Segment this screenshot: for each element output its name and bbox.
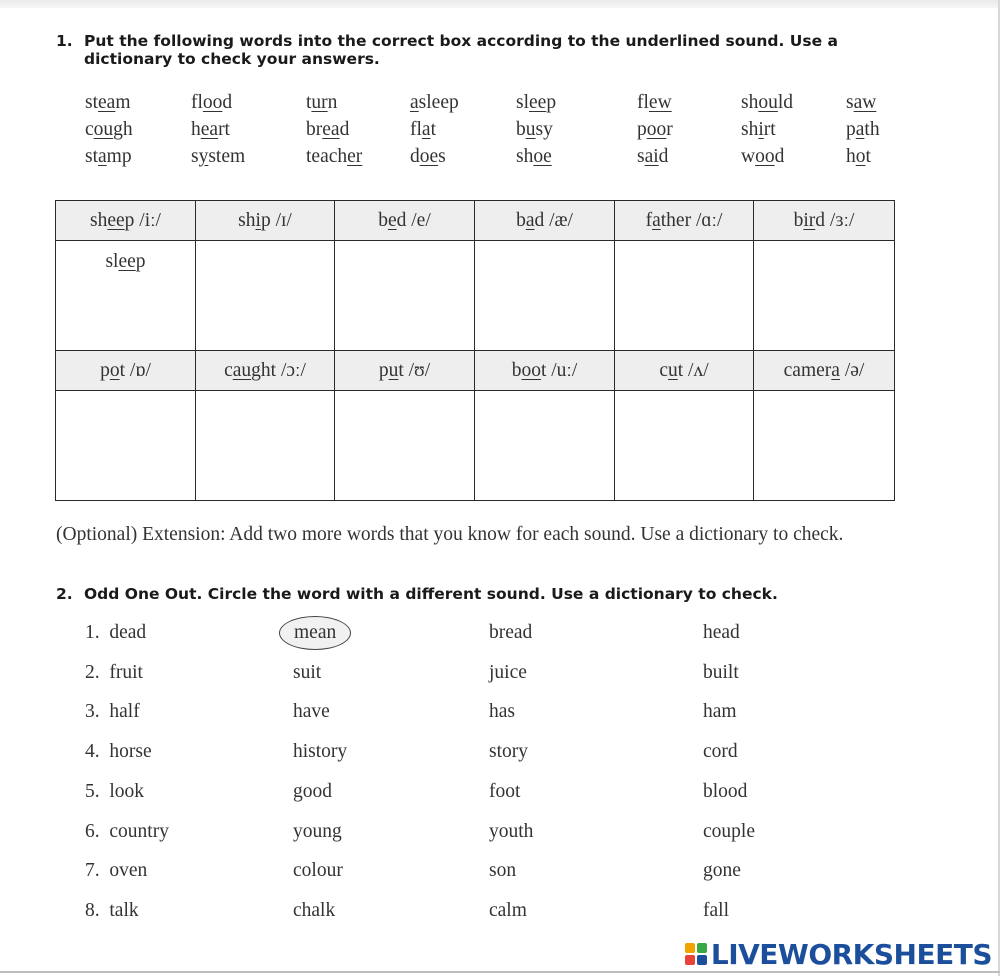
word-bank [85, 92, 915, 176]
underlined-sound: a [652, 209, 661, 231]
page-bottom-edge [0, 971, 1000, 973]
liveworksheets-logo-icon [685, 943, 707, 965]
option-word[interactable]: son [489, 860, 517, 882]
underlined-sound: a [410, 92, 419, 113]
answer-word: sleep [105, 251, 146, 272]
sound-label: ship /ɪ/ [238, 209, 292, 231]
word-bank-word: flat [410, 119, 436, 140]
row-number-and-first-word[interactable]: 4. horse [85, 741, 152, 763]
underlined-sound: ea [200, 119, 219, 140]
sound-label: pot /ɒ/ [100, 359, 151, 381]
underlined-sound: e [387, 209, 397, 231]
underlined-sound: au [232, 359, 252, 381]
underlined-sound: oo [755, 146, 775, 167]
answer-box[interactable] [475, 391, 615, 501]
underlined-sound: oe [419, 146, 439, 167]
word-bank-word: does [410, 146, 446, 167]
word-bank-word: flood [191, 92, 233, 113]
sound-label: boot /uː/ [511, 359, 578, 381]
row-number-and-first-word[interactable]: 6. country [85, 820, 169, 842]
question-1-instruction [84, 32, 838, 68]
word-bank-word: said [637, 146, 669, 167]
word-bank-word: path [846, 119, 880, 140]
word-bank-word: shirt [741, 119, 776, 140]
sound-label: bed /e/ [378, 209, 431, 231]
underlined-sound: a [98, 146, 107, 167]
option-word[interactable]: youth [489, 820, 534, 842]
logo-square-1 [685, 943, 695, 953]
question-1-heading [56, 32, 936, 72]
answer-box[interactable] [754, 391, 895, 501]
option-word[interactable]: good [293, 780, 332, 802]
underlined-sound: o [109, 359, 120, 381]
option-word[interactable]: gone [703, 860, 741, 882]
logo-square-4 [697, 955, 707, 965]
sound-label: father /ɑː/ [645, 209, 723, 231]
odd-one-out-list [0, 622, 1000, 942]
underlined-sound: y [198, 146, 209, 167]
question-1-instruction-line-2: dictionary to check your answers. [84, 50, 380, 68]
underlined-sound: ir [803, 209, 816, 231]
word-bank-word: hot [846, 146, 871, 167]
underlined-sound: i [758, 119, 764, 140]
underlined-sound: ur [311, 92, 328, 113]
word-bank-word: shoe [516, 146, 552, 167]
sound-label: put /ʊ/ [378, 359, 431, 381]
sound-header-cell [475, 201, 615, 241]
sound-header-cell [754, 351, 895, 391]
liveworksheets-wordmark: LIVEWORKSHEETS [710, 937, 992, 971]
underlined-sound: u [525, 119, 536, 140]
option-word[interactable]: blood [703, 780, 748, 802]
underlined-sound: oo [521, 359, 541, 381]
answer-box[interactable] [335, 241, 475, 351]
row-number-and-first-word[interactable]: 7. oven [85, 860, 148, 882]
underlined-sound: o [855, 146, 866, 167]
answer-box[interactable] [196, 241, 335, 351]
underlined-sound: ea [98, 92, 116, 113]
underlined-sound: u [668, 359, 678, 381]
sound-header-cell [196, 201, 335, 241]
underlined-sound: a [421, 119, 431, 140]
word-bank-word: wood [741, 146, 785, 167]
row-number-and-first-word[interactable]: 3. half [85, 701, 140, 723]
underlined-sound: oo [646, 119, 667, 140]
sound-header-cell [335, 201, 475, 241]
word-bank-word: should [741, 92, 794, 113]
sound-header-row-2 [56, 351, 895, 391]
extension-instruction: (Optional) Extension: Add two more words that you know for each sound. Use a dictionary to check. [56, 524, 844, 545]
underlined-sound: aw [853, 92, 877, 113]
underlined-sound: a [525, 209, 535, 231]
word-bank-word: sleep [516, 92, 557, 113]
question-2-heading [56, 585, 936, 605]
option-word[interactable]: has [489, 701, 515, 723]
word-bank-word: steam [85, 92, 131, 113]
word-bank-word: turn [306, 92, 338, 113]
underlined-sound: ou [758, 92, 778, 113]
sound-label: caught /ɔː/ [224, 359, 306, 381]
underlined-sound: ee [107, 209, 125, 231]
underlined-sound: oo [202, 92, 223, 113]
underlined-sound: oe [533, 146, 552, 167]
underlined-sound: u [388, 359, 399, 381]
option-word[interactable]: juice [489, 661, 527, 683]
logo-square-2 [697, 943, 707, 953]
sound-header-cell [196, 351, 335, 391]
underlined-sound: ee [118, 251, 136, 272]
liveworksheets-brand [685, 937, 992, 971]
row-number-and-first-word[interactable]: 5. look [85, 780, 145, 802]
answer-box[interactable] [196, 391, 335, 501]
word-bank-word: stamp [85, 146, 132, 167]
sound-header-cell [615, 201, 754, 241]
row-number-and-first-word[interactable]: 1. dead [85, 622, 147, 643]
answer-row-2 [56, 391, 895, 501]
option-word[interactable]: couple [703, 820, 755, 842]
word-bank-word: heart [191, 119, 230, 140]
answer-box[interactable] [615, 391, 754, 501]
sound-header-cell [475, 351, 615, 391]
option-word[interactable]: young [293, 820, 342, 842]
answer-box[interactable] [335, 391, 475, 501]
odd-one-out-row [0, 662, 1000, 692]
sound-label: bad /æ/ [516, 209, 573, 231]
underlined-sound: ew [648, 92, 672, 113]
sound-header-cell [56, 351, 196, 391]
underlined-sound: ea [322, 119, 340, 140]
option-word[interactable]: bread [489, 622, 533, 643]
odd-one-out-row [0, 701, 1000, 731]
answer-box[interactable] [754, 241, 895, 351]
word-bank-word: teacher [306, 146, 363, 167]
option-word[interactable]: head [703, 622, 740, 643]
word-bank-word: flew [637, 92, 672, 113]
word-bank-word: bread [306, 119, 350, 140]
option-word[interactable]: built [703, 661, 739, 683]
word-bank-word: asleep [410, 92, 459, 113]
option-word[interactable]: ham [703, 701, 737, 723]
question-2-number: 2. [56, 585, 73, 603]
top-strip [0, 0, 1000, 8]
underlined-sound: ou [93, 119, 114, 140]
sound-table [55, 200, 895, 501]
underlined-sound: ee [529, 92, 547, 113]
sound-label: sheep /iː/ [90, 209, 161, 231]
question-1-instruction-line-1: Put the following words into the correct box according to the underlined sound. Use a [84, 32, 838, 50]
answer-box[interactable] [615, 241, 754, 351]
sound-header-row-1 [56, 201, 895, 241]
option-word[interactable]: fall [703, 899, 729, 921]
question-1-number: 1. [56, 32, 73, 50]
sound-label: camera /ə/ [783, 359, 865, 381]
option-word[interactable]: have [293, 701, 330, 723]
circled-word[interactable]: mean [279, 616, 351, 650]
underlined-sound: a [831, 359, 840, 381]
option-word[interactable]: calm [489, 899, 527, 921]
option-word[interactable]: colour [293, 860, 343, 882]
word-bank-word: system [191, 146, 246, 167]
row-number-and-first-word[interactable]: 8. talk [85, 899, 139, 921]
odd-one-out-row [0, 781, 1000, 811]
row-number-and-first-word[interactable]: 2. fruit [85, 661, 143, 683]
word-bank-word: cough [85, 119, 133, 140]
option-word[interactable]: story [489, 741, 528, 763]
underlined-sound: ai [644, 146, 659, 167]
sound-label: bird /ɜː/ [793, 209, 855, 231]
question-2-instruction: Odd One Out. Circle the word with a different sound. Use a dictionary to check. [84, 585, 778, 603]
answer-row-1 [56, 241, 895, 351]
logo-square-3 [685, 955, 695, 965]
sound-label: cut /ʌ/ [659, 359, 709, 381]
answer-box[interactable] [56, 391, 196, 501]
word-bank-word: busy [516, 119, 553, 140]
option-word[interactable]: suit [293, 661, 322, 683]
answer-box[interactable] [56, 241, 196, 351]
odd-one-out-row [0, 821, 1000, 851]
sound-header-cell [615, 351, 754, 391]
underlined-sound: i [255, 209, 261, 231]
word-bank-word: saw [846, 92, 877, 113]
odd-one-out-row [0, 741, 1000, 771]
underlined-sound: a [855, 119, 865, 140]
odd-one-out-row [0, 900, 1000, 930]
option-word[interactable]: history [293, 741, 348, 763]
sound-header-cell [335, 351, 475, 391]
sound-header-cell [56, 201, 196, 241]
underlined-sound: er [347, 146, 363, 167]
option-word[interactable]: chalk [293, 899, 336, 921]
odd-one-out-row [0, 860, 1000, 890]
word-bank-word: poor [637, 119, 673, 140]
sound-header-cell [754, 201, 895, 241]
option-word[interactable]: foot [489, 780, 521, 802]
answer-box[interactable] [475, 241, 615, 351]
odd-one-out-row [0, 622, 1000, 652]
option-word[interactable]: cord [703, 741, 738, 763]
